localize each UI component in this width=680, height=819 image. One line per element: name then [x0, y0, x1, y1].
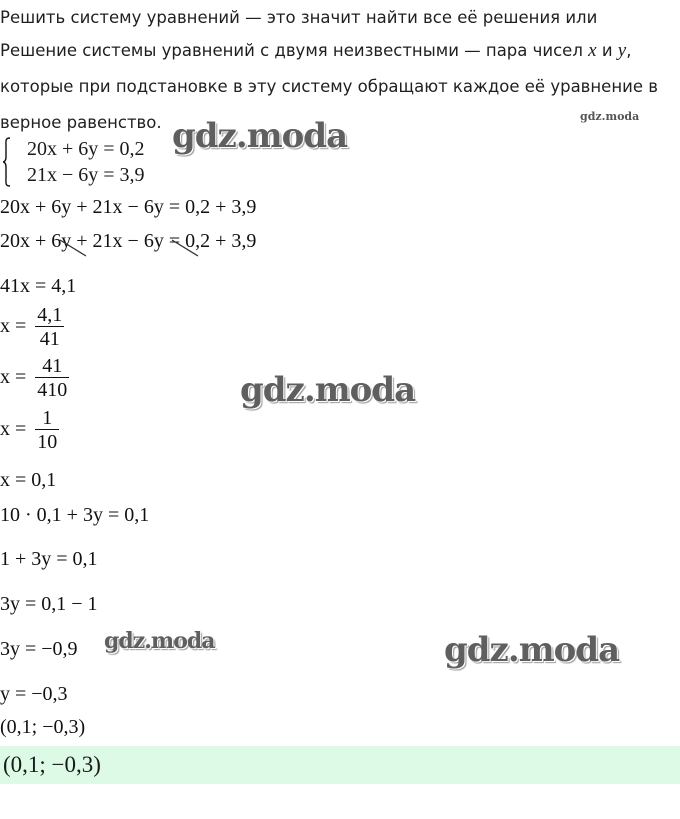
system-equation-1: 20x + 6y = 0,2 — [27, 138, 145, 160]
fraction-1-numerator: 4,1 — [37, 304, 63, 326]
step-fraction-1 — [0, 304, 64, 351]
step-x-value: x = 0,1 — [0, 469, 57, 491]
fraction-2-denominator: 410 — [37, 379, 68, 401]
step-fraction-3 — [0, 407, 59, 454]
watermark-bottom-right: gdz.moda — [444, 630, 620, 670]
fraction-3-denominator: 10 — [37, 431, 58, 453]
fraction-1 — [35, 304, 64, 351]
answer-value: (0,1; −0,3) — [3, 752, 101, 777]
step-sum: 20x + 6y + 21x − 6y = 0,2 + 3,9 — [0, 196, 257, 218]
step-3y: 3y = −0,9 — [0, 638, 78, 660]
watermark-small: gdz.moda — [580, 110, 640, 123]
intro-line-3: которые при подстановке в эту систему обращают каждое её уравнение в — [0, 77, 658, 96]
cancel-strike-2 — [170, 236, 200, 258]
step-sum-cancelled — [0, 230, 256, 253]
fraction-3-numerator: 1 — [35, 407, 59, 430]
fraction-1-denominator: 41 — [39, 328, 60, 350]
fraction-2-numerator: 41 — [35, 355, 69, 378]
intro-line-4: верное равенство. — [0, 113, 162, 132]
step-41x: 41x = 4,1 — [0, 275, 77, 297]
step-substitute: 10 · 0,1 + 3y = 0,1 — [0, 504, 150, 526]
fraction-3 — [35, 407, 59, 454]
fraction-1-lhs: x = — [0, 315, 27, 338]
answer-box — [0, 746, 680, 784]
intro-line-2-end: , — [626, 41, 632, 60]
conjunction: и — [601, 41, 613, 60]
intro-line-2 — [0, 34, 660, 68]
step-y-value: y = −0,3 — [0, 683, 68, 705]
var-y: y — [617, 40, 627, 61]
system-equation-2: 21x − 6y = 3,9 — [27, 164, 145, 186]
intro-line-1: Решить систему уравнений — это значит найти все её решения или — [0, 8, 598, 27]
system-brace — [2, 137, 11, 187]
step-simplify: 1 + 3y = 0,1 — [0, 548, 98, 570]
step-sum-cancelled-text: 20x + 6y + 21x − 6y = 0,2 + 3,9 — [0, 230, 257, 252]
fraction-2-lhs: x = — [0, 366, 27, 389]
watermark-top: gdz.moda — [172, 116, 348, 156]
var-x: x — [588, 40, 597, 61]
fraction-3-lhs: x = — [0, 418, 27, 441]
step-pair: (0,1; −0,3) — [0, 716, 86, 738]
step-fraction-2 — [0, 355, 69, 402]
intro-line-2-text: Решение системы уравнений с двумя неизвестными — пара чисел — [0, 41, 583, 60]
cancel-strike-1 — [58, 236, 88, 258]
watermark-inline: gdz.moda — [104, 628, 215, 654]
fraction-2 — [35, 355, 69, 402]
step-isolate: 3y = 0,1 − 1 — [0, 593, 98, 615]
watermark-middle: gdz.moda — [240, 370, 416, 410]
